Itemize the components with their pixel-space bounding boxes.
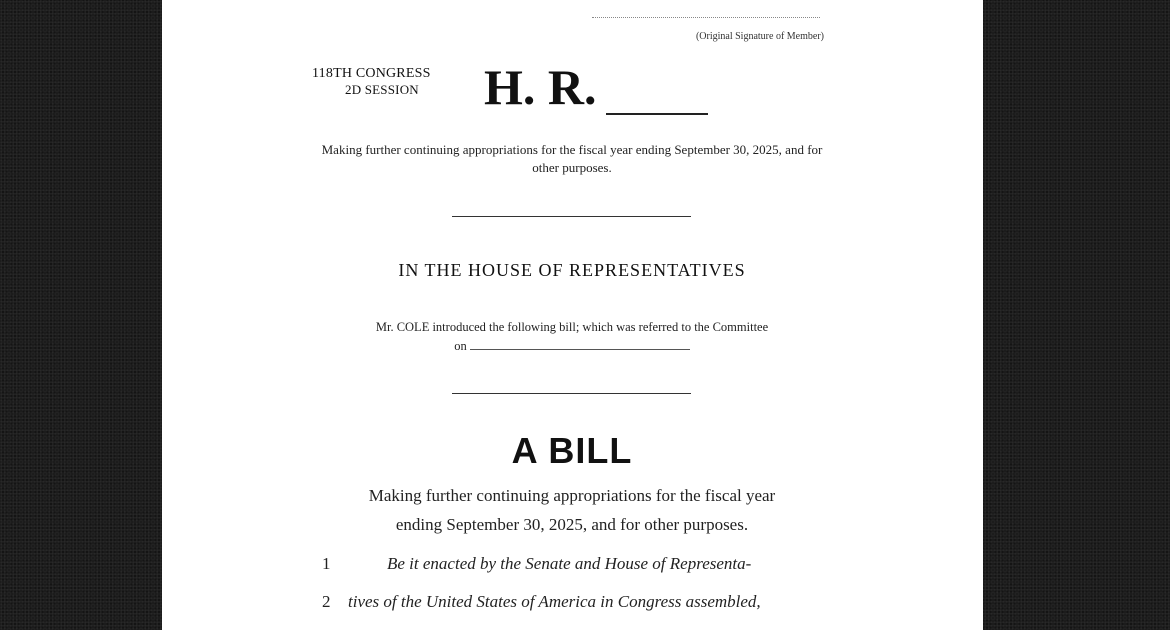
a-bill-heading: A BILL (511, 430, 633, 471)
line-number: 2 (322, 592, 331, 611)
line-number: 1 (322, 554, 331, 573)
short-title: Making further continuing appropriations for the fiscal year ending September 30, 2025, and for other purposes. (321, 142, 823, 175)
congress-session-block (312, 66, 462, 98)
divider-rule (452, 393, 691, 394)
introduction-on: on (454, 339, 467, 353)
introduction-line-1: Mr. COLE introduced the following bill; which was referred to the Committee (375, 320, 769, 334)
line-text: Be it enacted by the Senate and House of Representa- (387, 554, 752, 573)
introduction-line-2 (312, 337, 832, 356)
bill-number: H. R. (484, 59, 597, 115)
divider-rule (452, 216, 691, 217)
session-label: 2D SESSION (345, 82, 419, 97)
long-title-line-2: ending September 30, 2025, and for other purposes. (395, 515, 749, 534)
introduction-text (312, 318, 832, 356)
line-text: tives of the United States of America in Congress assembled, (348, 592, 761, 611)
committee-blank (470, 337, 690, 350)
long-title (312, 481, 832, 539)
congress-label: 118TH CONGRESS (312, 66, 431, 81)
bill-number-blank (606, 113, 708, 115)
signature-caption: (Original Signature of Member) (695, 31, 824, 42)
chamber-heading: IN THE HOUSE OF REPRESENTATIVES (398, 260, 746, 280)
signature-line (592, 17, 820, 18)
bill-page (162, 0, 983, 630)
long-title-line-1: Making further continuing appropriations for the fiscal year (368, 486, 776, 505)
